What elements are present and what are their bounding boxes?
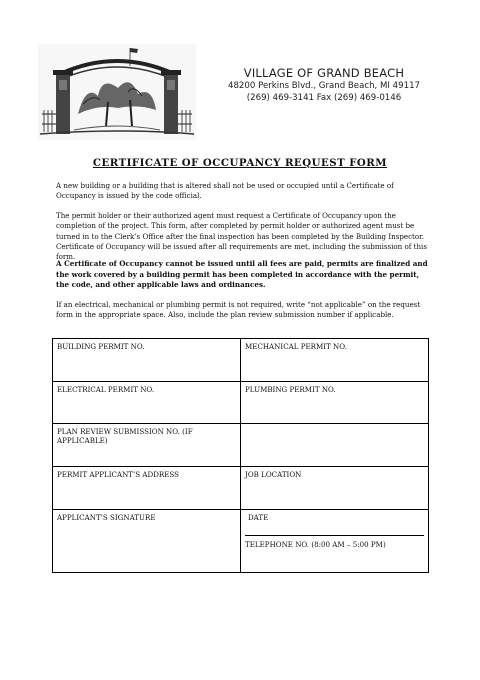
electrical-permit-label: ELECTRICAL PERMIT NO.	[57, 385, 155, 394]
form-row	[53, 424, 429, 467]
village-address: 48200 Perkins Blvd., Grand Beach, MI 49117	[228, 81, 420, 91]
building-permit-label: BUILDING PERMIT NO.	[57, 342, 145, 351]
form-title-wrap	[0, 157, 480, 169]
plumbing-permit-label: PLUMBING PERMIT NO.	[245, 385, 336, 394]
building-permit-field[interactable]	[53, 339, 241, 382]
village-gate-logo	[38, 44, 196, 140]
electrical-permit-field[interactable]	[53, 382, 241, 424]
job-location-field[interactable]	[241, 467, 429, 510]
telephone-label: TELEPHONE NO. (8:00 AM – 5:00 PM)	[245, 540, 386, 549]
applicant-address-label: PERMIT APPLICANT’S ADDRESS	[57, 470, 179, 479]
paragraph-not-applicable-note: If an electrical, mechanical or plumbing permit is not required, write “not applicable” on the request form in the appropriate space. Also, include the plan review submission number if applicable.	[56, 300, 421, 320]
mechanical-permit-field[interactable]	[241, 339, 429, 382]
mechanical-permit-label: MECHANICAL PERMIT NO.	[245, 342, 347, 351]
paragraph-request-procedure: The permit holder or their authorized agent must request a Certificate of Occupancy upon the completion of the project. This form, after completed by permit holder or authorized agent must be turned in to the Clerk’s Office after the final inspection has been completed by the Building Inspector. Certificate of Occupancy will be issued after all requirements are met, including the submission of this form.	[56, 211, 427, 262]
applicant-address-field[interactable]	[53, 467, 241, 510]
plumbing-permit-field[interactable]	[241, 382, 429, 424]
applicant-signature-label: APPLICANT’S SIGNATURE	[57, 513, 156, 522]
request-form-table	[52, 338, 429, 573]
village-phone-fax: (269) 469-3141 Fax (269) 469-0146	[246, 93, 402, 103]
village-header	[228, 66, 420, 104]
plan-review-field[interactable]	[53, 424, 241, 467]
paragraph-fees-notice: A Certificate of Occupancy cannot be issued until all fees are paid, permits are finalized and the work covered by a building permit has been completed in accordance with the permit, the code, and other applicable laws and ordinances.	[56, 259, 428, 289]
form-title: CERTIFICATE OF OCCUPANCY REQUEST FORM	[92, 157, 388, 169]
telephone-field[interactable]	[245, 540, 424, 549]
job-location-label: JOB LOCATION	[245, 470, 302, 479]
form-row	[53, 467, 429, 510]
village-name: VILLAGE OF GRAND BEACH	[243, 66, 405, 80]
date-divider	[245, 535, 424, 536]
date-telephone-field	[241, 510, 429, 573]
plan-review-label: PLAN REVIEW SUBMISSION NO. (IF APPLICABLE)	[57, 427, 193, 445]
plan-review-value-field[interactable]	[241, 424, 429, 467]
date-field[interactable]	[245, 513, 424, 522]
form-row	[53, 382, 429, 424]
form-row	[53, 510, 429, 573]
paragraph-occupancy-rule: A new building or a building that is altered shall not be used or occupied until a Certificate of Occupancy is issued by the code official.	[56, 181, 394, 201]
date-label: DATE	[248, 513, 269, 522]
form-row	[53, 339, 429, 382]
applicant-signature-field[interactable]	[53, 510, 241, 573]
